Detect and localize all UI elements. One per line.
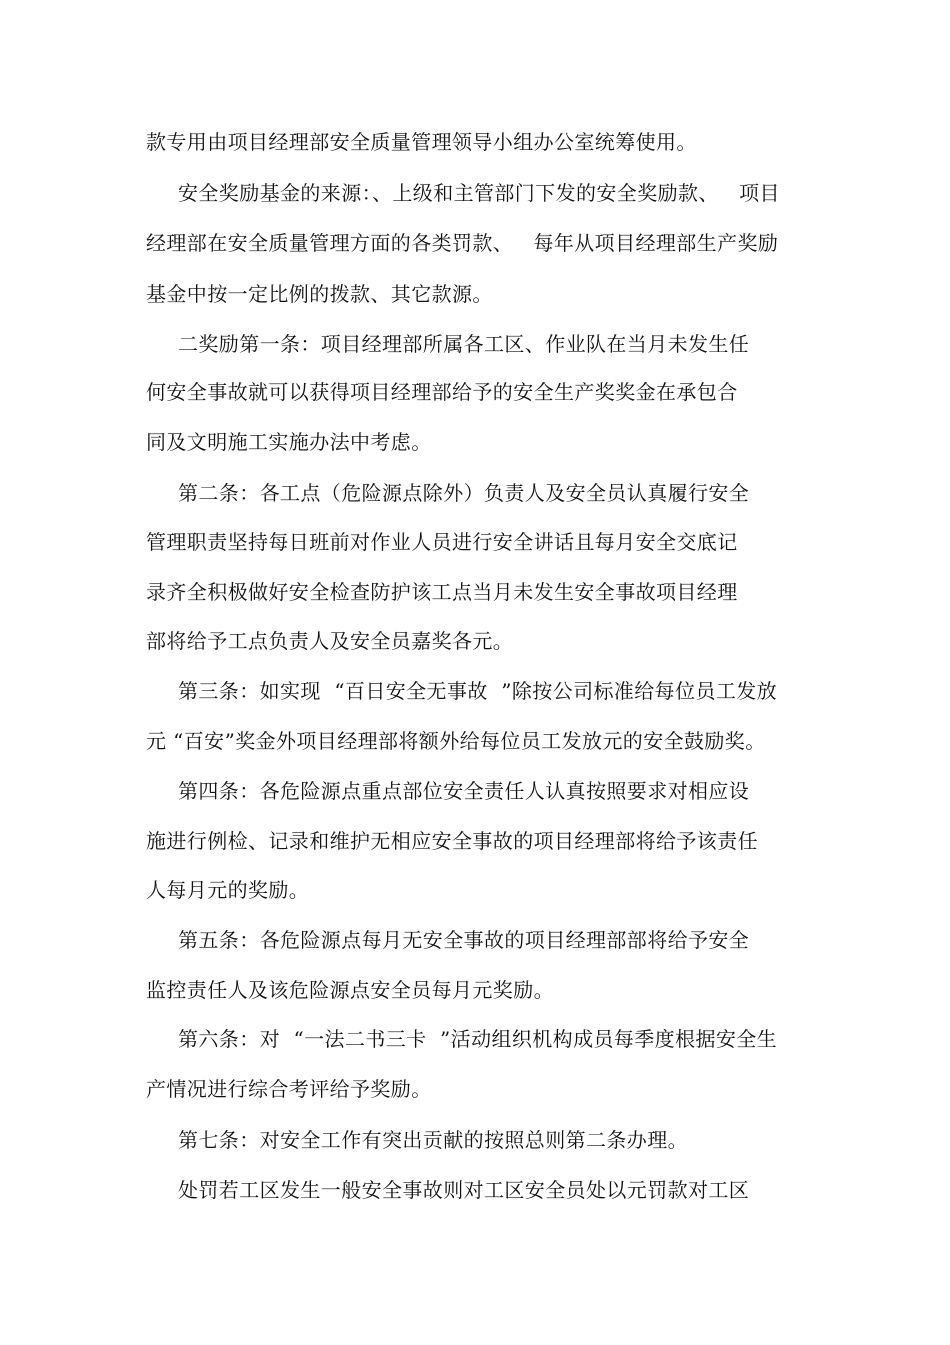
text-line: 处罚若工区发生一般安全事故则对工区安全员处以元罚款对工区 [178,1178,750,1202]
text-line: 元 “百安”奖金外项目经理部将额外给每位员工发放元的安全鼓励奖。 [146,729,766,753]
text-line: 监控责任人及该危险源点安全员每月元奖励。 [146,978,554,1002]
text-line: 经理部在安全质量管理方面的各类罚款、 每年从项目经理部生产奖励 [146,231,779,255]
text-line: 第七条：对安全工作有突出贡献的按照总则第二条办理。 [178,1128,688,1152]
text-line: 同及文明施工实施办法中考虑。 [146,430,432,454]
text-line: 管理职责坚持每日班前对作业人员进行安全讲话且每月安全交底记 [146,530,738,554]
text-line: 第三条：如实现 “百日安全无事故 ”除按公司标准给每位员工发放 [178,679,778,703]
text-line: 第六条：对 “一法二书三卡 ”活动组织机构成员每季度根据安全生 [178,1027,778,1051]
text-line: 款专用由项目经理部安全质量管理领导小组办公室统筹使用。 [146,130,697,154]
text-line: 第四条：各危险源点重点部位安全责任人认真按照要求对相应设 [178,779,750,803]
text-line: 第二条：各工点（危险源点除外）负责人及安全员认真履行安全 [178,481,750,505]
text-line: 人每月元的奖励。 [146,878,310,902]
text-line: 安全奖励基金的来源：、上级和主管部门下发的安全奖励款、 项目 [178,181,780,205]
text-line: 产情况进行综合考评给予奖励。 [146,1077,432,1101]
text-line: 部将给予工点负责人及安全员嘉奖各元。 [146,629,514,653]
text-line: 第五条：各危险源点每月无安全事故的项目经理部部将给予安全 [178,928,750,952]
text-line: 施进行例检、记录和维护无相应安全事故的项目经理部将给予该责任 [146,829,758,853]
text-line: 基金中按一定比例的拨款、其它款源。 [146,282,493,306]
text-line: 二奖励第一条：项目经理部所属各工区、作业队在当月未发生任 [178,332,750,356]
text-line: 何安全事故就可以获得项目经理部给予的安全生产奖奖金在承包合 [146,380,738,404]
text-line: 录齐全积极做好安全检查防护该工点当月未发生安全事故项目经理 [146,580,738,604]
